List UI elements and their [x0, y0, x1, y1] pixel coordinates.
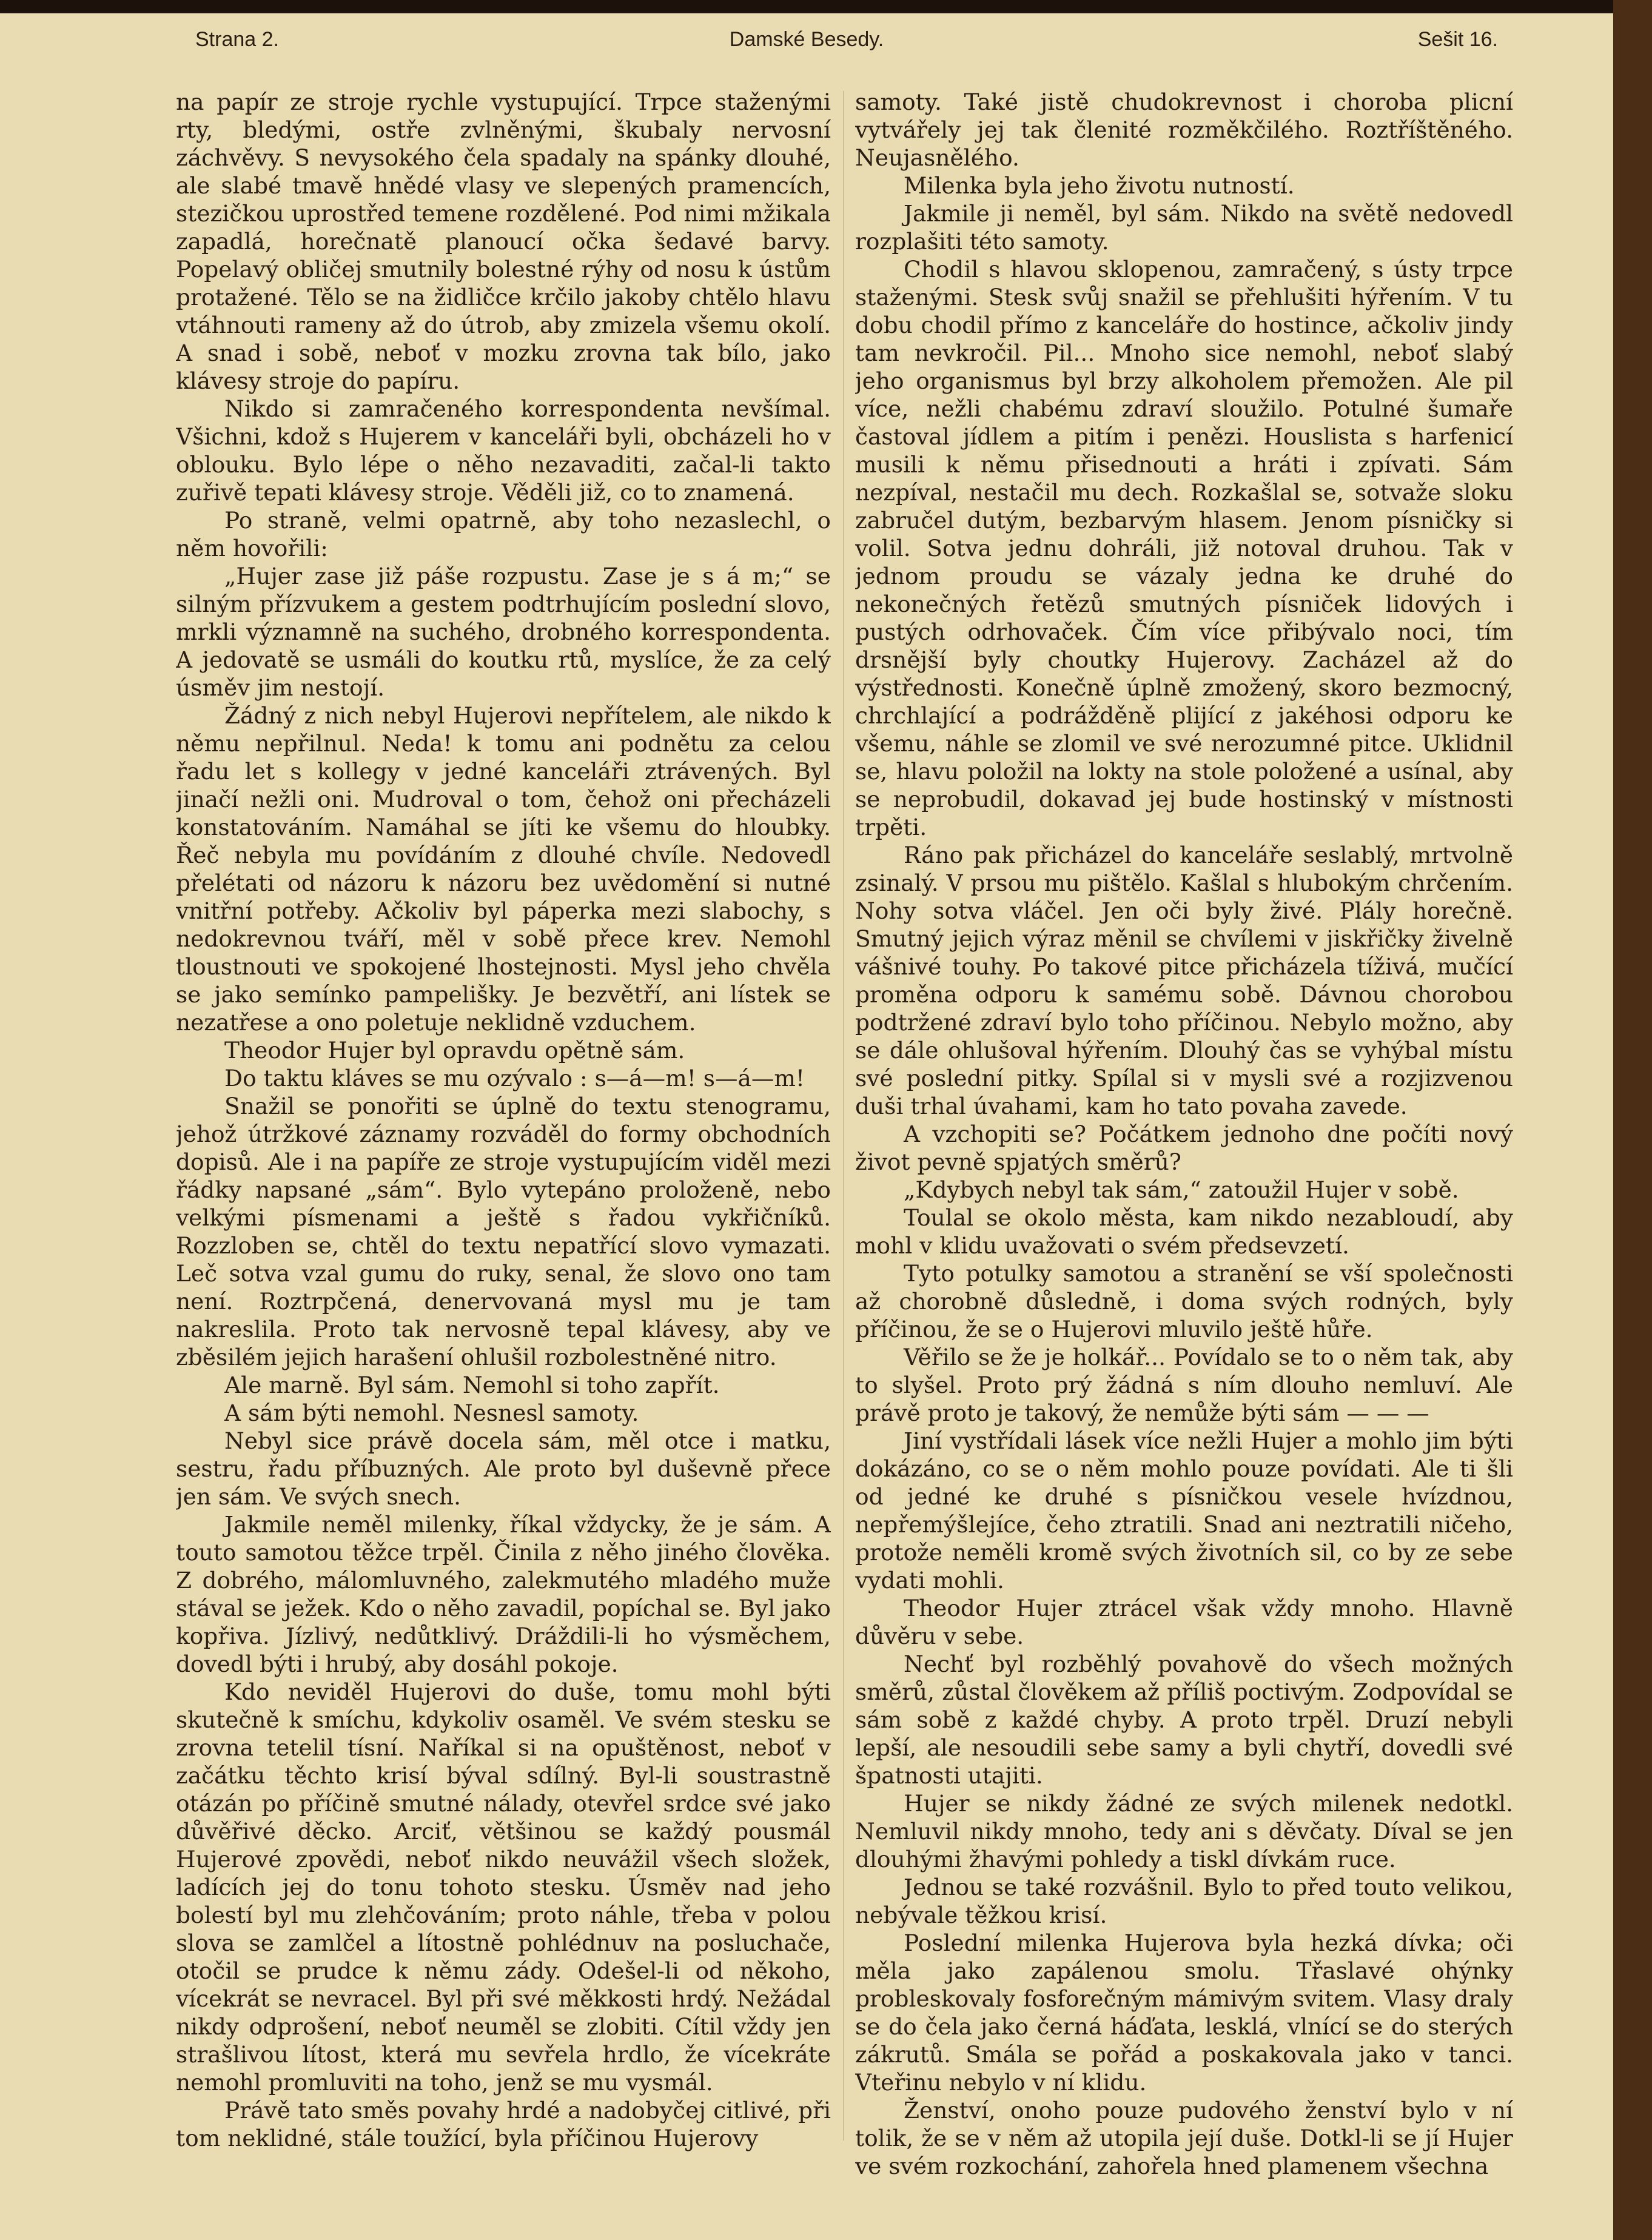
text-column-left	[176, 88, 831, 2180]
paragraph: „Hujer zase již páše rozpustu. Zase je s á m;“ se silným přízvukem a gestem podtrhujícím poslední slovo, mrkli významně na suchého, drobného korrespondenta. A jedovatě se usmáli do koutku rtů, myslíce, že za celý úsměv jim nestojí.	[176, 563, 831, 701]
paragraph: Jednou se také rozvášnil. Bylo to před touto velikou, nebývale těžkou krisí.	[855, 1874, 1513, 1928]
paragraph: Žádný z nich nebyl Hujerovi nepřítelem, ale nikdo k němu nepřilnul. Neda! k tomu ani podnětu za celou řadu let s kollegy v jedné kanceláři ztrávených. Byl jinačí nežli oni. Mudroval o tom, čehož oni přecházeli konstatováním. Namáhal se jíti ke všemu do hloubky. Řeč nebyla mu povídáním z dlouhé chvíle. Nedovedl přelétati od názoru k názoru bez uvědomění si nutné vnitřní potřeby. Ačkoliv byl páperka mezi slabochy, s nedokrevnou tváří, měl v sobě přece krev. Nemohl tloustnouti ve spokojené lhostejnosti. Mysl jeho chvěla se jako semínko pampelišky. Je bezvětří, ani lístek se nezatřese a ono poletuje neklidně vzduchem.	[176, 702, 831, 1036]
paragraph: Věřilo se že je holkář... Povídalo se to o něm tak, aby to slyšel. Proto prý žádná s ním dlouho nemluví. Ale právě proto je takový, že nemůže býti sám — — —	[855, 1344, 1513, 1426]
paragraph: Nikdo si zamračeného korrespondenta nevšímal. Všichni, kdož s Hujerem v kanceláři byli, obcházeli ho v oblouku. Bylo lépe o něho nezavaditi, začal-li takto zuřivě tepati klávesy stroje. Věděli již, co to znamená.	[176, 395, 831, 506]
paragraph: Hujer se nikdy žádné ze svých milenek nedotkl. Nemluvil nikdy mnoho, tedy ani s děvčaty. Díval se jen dlouhými žhavými pohledy a tiskl dívkám ruce.	[855, 1790, 1513, 1873]
issue-number: Sešit 16.	[1417, 28, 1498, 51]
paragraph: Právě tato směs povahy hrdé a nadobyčej citlivé, při tom neklidné, stále toužící, byla příčinou Hujerovy	[176, 2097, 831, 2151]
paragraph: Tyto potulky samotou a stranění se vší společnosti až chorobně důsledně, i doma svých rodných, byly příčinou, že se o Hujerovi mluvilo ještě hůře.	[855, 1260, 1513, 1343]
paragraph: Jakmile neměl milenky, říkal vždycky, že je sám. A touto samotou těžce trpěl. Činila z něho jiného člověka. Z dobrého, málomluvného, zalekmutého mladého muže stával se ježek. Kdo o něho zavadil, popíchal se. Byl jako kopřiva. Jízlivý, nedůtklivý. Dráždili-li ho výsměchem, dovedl býti i hrubý, aby dosáhl pokoje.	[176, 1511, 831, 1677]
running-header	[0, 24, 1613, 67]
paragraph: „Kdybych nebyl tak sám,“ zatoužil Hujer v sobě.	[904, 1176, 1459, 1203]
paragraph: Nebyl sice právě docela sám, měl otce i matku, sestru, řadu příbuzných. Ale proto byl duševně přece jen sám. Ve svých snech.	[176, 1427, 831, 1510]
paragraph: Toulal se okolo města, kam nikdo nezabloudí, aby mohl v klidu uvažovati o svém předsevzetí.	[855, 1204, 1513, 1259]
paragraph: na papír ze stroje rychle vystupující. Trpce staženými rty, bledými, ostře zvlněnými, škubaly nervosní záchvěvy. S nevysokého čela spadaly na spánky dlouhé, ale slabé tmavě hnědé vlasy ve slepených pramencích, stezičkou uprostřed temene rozdělené. Pod nimi mžikala zapadlá, horečnatě planoucí očka šedavé barvy. Popelavý obličej smutnily bolestné rýhy od nosu k ústům protažené. Tělo se na židličce krčilo jakoby chtělo hlavu vtáhnouti rameny až do útrob, aby zmizela všemu okolí. A snad i sobě, neboť v mozku zrovna tak bílo, jako klávesy stroje do papíru.	[176, 89, 831, 394]
paragraph: Theodor Hujer byl opravdu opětně sám.	[224, 1037, 685, 1064]
paragraph: Theodor Hujer ztrácel však vždy mnoho. Hlavně důvěru v sebe.	[855, 1595, 1513, 1649]
paragraph: Jiní vystřídali lásek více nežli Hujer a mohlo jim býti dokázáno, co se o něm mohlo pouze povídati. Ale ti šli od jedné ke druhé s písničkou vesele hvízdnou, nepřemýšlejíce, čeho ztratili. Snad ani neztratili ničeho, protože neměli kromě svých životních sil, co by ze sebe vydati mohli.	[855, 1427, 1513, 1594]
paragraph: A vzchopiti se? Počátkem jednoho dne počíti nový život pevně spjatých směrů?	[855, 1121, 1513, 1175]
paragraph: Do taktu kláves se mu ozývalo : s—á—m! s—á—m!	[224, 1065, 805, 1091]
paragraph: Chodil s hlavou sklopenou, zamračený, s ústy trpce staženými. Stesk svůj snažil se přehlušiti hýřením. V tu dobu chodil přímo z kanceláře do hostince, ačkoliv jindy tam nevkročil. Pil... Mnoho sice nemohl, neboť slabý jeho organismus byl brzy alkoholem přemožen. Ale pil více, nežli chabému zdraví sloužilo. Potulné šumaře častoval jídlem a pitím i penězi. Houslista s harfenicí musili k němu přisednouti a hráti i zpívati. Sám nezpíval, nestačil mu dech. Rozkašlal se, sotvaže sloku zabručel dutým, bezbarvým hlasem. Jenom písničky si volil. Sotva jednu dohráli, již notoval druhou. Tak v jednom proudu se vázaly jedna ke druhé do nekonečných řetězů smutných písniček lidových i pustých odrhovaček. Čím více přibývalo noci, tím drsnější byly choutky Hujerovy. Zacházel až do výstřednosti. Konečně úplně zmožený, skoro bezmocný, chrchlající a podrážděně plijící z jakéhosi odporu ke všemu, náhle se zlomil ve své nerozumné pitce. Uklidnil se, hlavu položil na lokty na stole položené a usínal, aby se neprobudil, dokavad jej bude hostinský v místnosti trpěti.	[855, 256, 1513, 840]
paragraph: Kdo neviděl Hujerovi do duše, tomu mohl býti skutečně k smíchu, kdykoliv osaměl. Ve svém stesku se zrovna tetelil tísní. Naříkal si na opuštěnost, neboť v začátku těchto krisí býval sdílný. Byl-li soustrastně otázán po příčině smutné nálady, otevřel srdce své jako důvěřivé děcko. Arciť, většinou se každý pousmál Hujerové zpovědi, neboť nikdo neuvážil všech složek, ladících jej do tonu tohoto stesku. Úsměv nad jeho bolestí byl mu zlehčováním; proto náhle, třeba v polou slova se zamlčel a lítostně pohlédnuv na posluchače, otočil se prudce k němu zády. Odešel-li od někoho, vícekrát se nevracel. Byl při své měkkosti hrdý. Nežádal nikdy odprošení, neboť neuměl se zlobiti. Cítil vždy jen strašlivou lítost, která mu sevřela hrdlo, že vícekráte nemohl promluviti na toho, jenž se mu vysmál.	[176, 1678, 831, 2096]
paragraph: Nechť byl rozběhlý povahově do všech možných směrů, zůstal člověkem až příliš poctivým. Zodpovídal se sám sobě z každé chyby. A proto trpěl. Druzí nebyli lepší, ale nesoudili sebe samy a byli chytří, dovedli své špatnosti utajiti.	[855, 1651, 1513, 1789]
paragraph: Ráno pak přicházel do kanceláře seslablý, mrtvolně zsinalý. V prsou mu pištělo. Kašlal s hlubokým chrčením. Nohy sotva vláčel. Jen oči byly živé. Plály horečně. Smutný jejich výraz měnil se chvílemi v jiskřičky živelně vášnivé touhy. Po takové pitce přicházela tíživá, mučící proměna odporu k samému sobě. Dávnou chorobou podtržené zdraví bylo toho příčinou. Nebylo možno, aby se dále ohlušoval hýřením. Dlouhý čas se vyhýbal místu své poslední pitky. Spílal si v mysli své a rozjizvenou duši trhal úvahami, kam ho tato povaha zavede.	[855, 842, 1513, 1119]
paragraph: Snažil se ponořiti se úplně do textu stenogramu, jehož útržkové záznamy rozváděl do formy obchodních dopisů. Ale i na papíře ze stroje vystupujícím viděl mezi řádky napsané „sám“. Bylo vytepáno proloženě, nebo velkými písmenami a ještě s řadou vykřičníků. Rozzloben se, chtěl do textu nepatřící slovo vymazati. Leč sotva vzal gumu do ruky, senal, že slovo ono tam není. Roztrpčená, denervovaná mysl mu je tam nakreslila. Proto tak nervosně tepal klávesy, aby ve zběsilém jejich harašení ohlušil rozbolestněné nitro.	[176, 1093, 831, 1370]
binding-edge	[1613, 0, 1652, 2240]
paragraph: Jakmile ji neměl, byl sám. Nikdo na světě nedovedl rozplašiti této samoty.	[855, 200, 1513, 255]
page-top-edge	[0, 0, 1613, 13]
magazine-title: Damské Besedy.	[729, 28, 884, 51]
paragraph: Poslední milenka Hujerova byla hezká dívka; oči měla jako zapálenou smolu. Třaslavé ohýnky probleskovaly fosforečným mámivým svitem. Vlasy draly se do čela jako černá háďata, lesklá, vlnící se do sterých zákrutů. Smála se pořád a poskakovala jako v tanci. Vteřinu nebylo v ní klidu.	[855, 1930, 1513, 2096]
page-number: Strana 2.	[195, 28, 279, 51]
paragraph: samoty. Také jistě chudokrevnost i choroba plicní vytvářely jej tak členité rozměkčilého. Roztříštěného. Neujasnělého.	[855, 89, 1513, 171]
paragraph: A sám býti nemohl. Nesnesl samoty.	[224, 1400, 639, 1426]
column-divider	[843, 91, 844, 2141]
paragraph: Ženství, onoho pouze pudového ženství bylo v ní tolik, že se v něm až utopila její duše. Dotkl-li se jí Hujer ve svém rozkochání, zahořela hned plamenem všechna	[855, 2097, 1513, 2179]
text-column-right	[855, 88, 1513, 2180]
paragraph: Milenka byla jeho životu nutností.	[904, 172, 1295, 199]
paragraph: Po straně, velmi opatrně, aby toho nezaslechl, o něm hovořili:	[176, 507, 831, 562]
paragraph: Ale marně. Byl sám. Nemohl si toho zapřít.	[224, 1372, 720, 1398]
